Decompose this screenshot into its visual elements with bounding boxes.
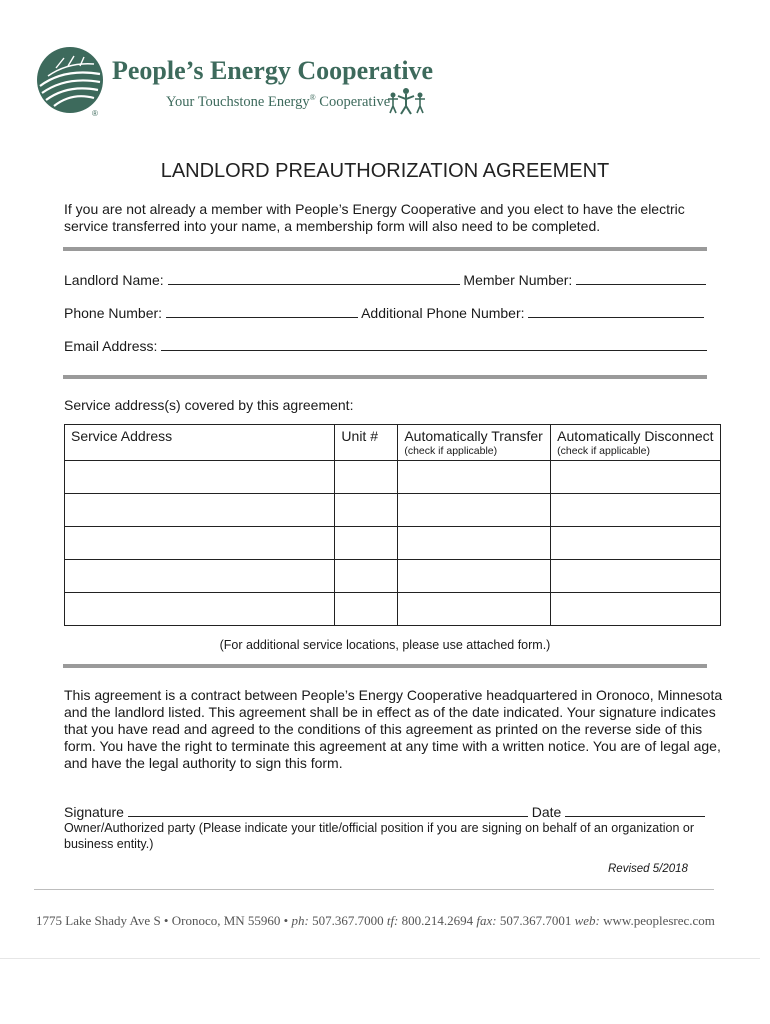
unit-cell[interactable] xyxy=(335,527,398,560)
additional-locations-note: (For additional service locations, please use attached form.) xyxy=(219,638,551,652)
touchstone-energy-icon xyxy=(384,86,428,116)
page-bottom-divider xyxy=(0,958,760,959)
transfer-checkbox-cell[interactable] xyxy=(398,527,551,560)
table-header-row xyxy=(65,425,721,461)
column-header-auto-disconnect: Automatically Disconnect (check if applicable) xyxy=(551,425,721,461)
section-divider xyxy=(63,375,707,379)
date-label: Date xyxy=(531,804,562,820)
service-address-cell[interactable] xyxy=(65,560,335,593)
signature-note: Owner/Authorized party (Please indicate your title/official position if you are signing on behalf of an organization or business entity.) xyxy=(64,821,694,851)
phone-row xyxy=(64,304,704,321)
footer-fax: 507.367.7001 xyxy=(496,913,575,928)
service-address-cell[interactable] xyxy=(65,461,335,494)
email-row xyxy=(64,337,707,354)
table-row xyxy=(65,494,721,527)
landlord-name-field[interactable] xyxy=(168,271,460,285)
footer-divider xyxy=(34,889,714,890)
section-divider xyxy=(63,247,707,251)
disconnect-checkbox-cell[interactable] xyxy=(551,494,721,527)
agreement-paragraph: This agreement is a contract between People’s Energy Cooperative headquartered in Oronoco, Minnesota and the landlord listed. This agreement shall be in effect as of the date indicated. Your signature indicates that you have read and agreed to the conditions of this agreement as printed on the reverse side of this form. You have the right to terminate this agreement at any time with a written notice. You are of legal age, and have the legal authority to sign this form. xyxy=(64,687,723,771)
logo-registered-mark: ® xyxy=(92,109,98,118)
service-address-cell[interactable] xyxy=(65,494,335,527)
unit-cell[interactable] xyxy=(335,560,398,593)
signature-row xyxy=(64,803,705,820)
disconnect-checkbox-cell[interactable] xyxy=(551,527,721,560)
phone-number-field[interactable] xyxy=(166,304,358,318)
transfer-checkbox-cell[interactable] xyxy=(398,494,551,527)
footer-website: www.peoplesrec.com xyxy=(599,913,715,928)
footer-web-label: web: xyxy=(574,913,600,928)
table-row xyxy=(65,593,721,626)
intro-paragraph: If you are not already a member with People’s Energy Cooperative and you elect to have the electric service transferred into your name, a membership form will also need to be completed. xyxy=(64,201,685,234)
column-header-auto-transfer: Automatically Transfer (check if applicable) xyxy=(398,425,551,461)
tagline-text: Your Touchstone Energy xyxy=(166,93,310,110)
column-header-service-address: Service Address xyxy=(65,425,335,461)
transfer-checkbox-cell[interactable] xyxy=(398,461,551,494)
transfer-checkbox-cell[interactable] xyxy=(398,593,551,626)
service-address-cell[interactable] xyxy=(65,527,335,560)
document-title: LANDLORD PREAUTHORIZATION AGREEMENT xyxy=(160,160,610,182)
email-field[interactable] xyxy=(161,337,707,351)
footer-tf-label: tf: xyxy=(386,913,399,928)
service-intro: Service address(s) covered by this agreement: xyxy=(64,397,354,413)
footer-address: 1775 Lake Shady Ave S • Oronoco, MN 55960 • xyxy=(36,913,292,928)
phone-number-label: Phone Number: xyxy=(64,305,163,321)
section-divider xyxy=(63,664,707,668)
email-label: Email Address: xyxy=(64,338,158,354)
column-header-unit: Unit # xyxy=(335,425,398,461)
cooperative-logo-icon xyxy=(34,46,106,118)
footer-contact xyxy=(36,913,715,929)
unit-cell[interactable] xyxy=(335,461,398,494)
org-tagline xyxy=(166,93,390,111)
tagline-reg: ® xyxy=(309,93,316,102)
transfer-checkbox-cell[interactable] xyxy=(398,560,551,593)
disconnect-checkbox-cell[interactable] xyxy=(551,461,721,494)
member-number-field[interactable] xyxy=(576,271,706,285)
footer-ph-label: ph: xyxy=(291,913,309,928)
revision-date: Revised 5/2018 xyxy=(608,863,688,875)
signature-field[interactable] xyxy=(128,803,528,817)
service-address-table xyxy=(64,424,721,626)
additional-phone-label: Additional Phone Number: xyxy=(361,305,525,321)
date-field[interactable] xyxy=(565,803,705,817)
disconnect-checkbox-cell[interactable] xyxy=(551,593,721,626)
additional-phone-field[interactable] xyxy=(528,304,704,318)
landlord-info-row xyxy=(64,271,706,288)
table-row xyxy=(65,560,721,593)
tagline-end: Cooperative xyxy=(315,93,391,110)
disconnect-checkbox-cell[interactable] xyxy=(551,560,721,593)
table-row xyxy=(65,527,721,560)
unit-cell[interactable] xyxy=(335,494,398,527)
landlord-name-label: Landlord Name: xyxy=(64,272,164,288)
org-name: People’s Energy Cooperative xyxy=(112,56,434,85)
unit-cell[interactable] xyxy=(335,593,398,626)
footer-fax-label: fax: xyxy=(476,913,497,928)
table-row xyxy=(65,461,721,494)
member-number-label: Member Number: xyxy=(463,272,573,288)
footer-phone: 507.367.7000 xyxy=(308,913,387,928)
service-address-cell[interactable] xyxy=(65,593,335,626)
signature-label: Signature xyxy=(64,804,124,820)
footer-tollfree: 800.214.2694 xyxy=(398,913,477,928)
